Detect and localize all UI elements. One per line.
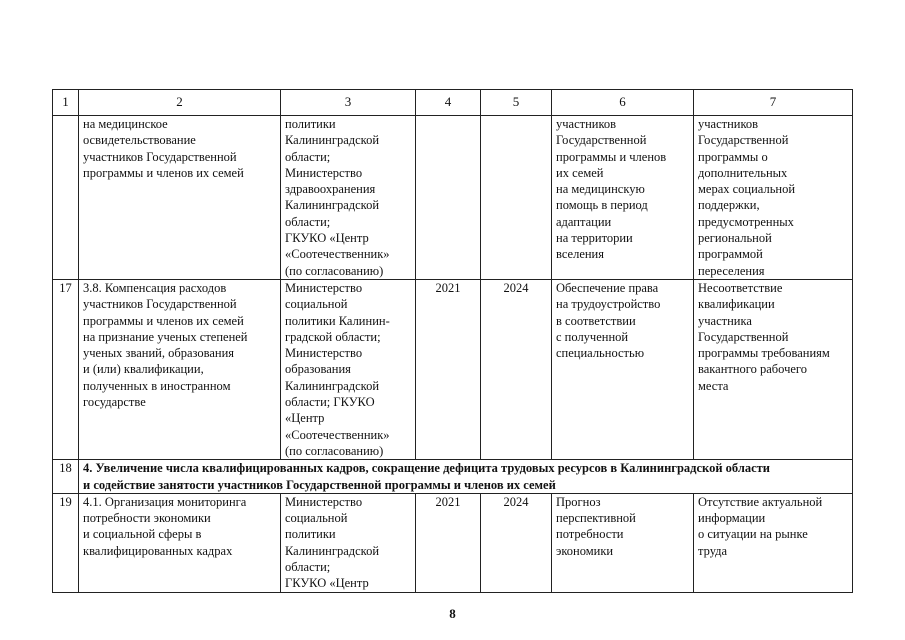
row-number: 19 bbox=[53, 493, 79, 592]
end-year-cell: 2024 bbox=[481, 279, 552, 459]
header-cell: 3 bbox=[281, 90, 416, 116]
risk-cell: Несоответствие квалификации участника Государственной программы требованиям вакантного рабочего места bbox=[694, 279, 853, 459]
table-row bbox=[53, 279, 853, 459]
header-cell: 6 bbox=[552, 90, 694, 116]
result-cell: участников Государственной программы и членов их семей на медицинскую помощь в период адаптации на территории вселения bbox=[552, 116, 694, 280]
row-number: 18 bbox=[53, 460, 79, 494]
end-year-cell: 2024 bbox=[481, 493, 552, 592]
table-row bbox=[53, 116, 853, 280]
table-row bbox=[53, 493, 853, 592]
risk-cell: Отсутствие актуальной информации о ситуации на рынке труда bbox=[694, 493, 853, 592]
header-cell: 7 bbox=[694, 90, 853, 116]
header-cell: 1 bbox=[53, 90, 79, 116]
start-year-cell bbox=[416, 116, 481, 280]
program-measures-table bbox=[52, 89, 853, 593]
start-year-cell: 2021 bbox=[416, 279, 481, 459]
executor-cell: Министерство социальной политики Калининградской области; ГКУКО «Центр bbox=[281, 493, 416, 592]
row-number bbox=[53, 116, 79, 280]
executor-cell: политики Калининградской области; Министерство здравоохранения Калининградской области; ГКУКО «Центр «Соотечественник» (по согласованию) bbox=[281, 116, 416, 280]
activity-cell: на медицинское освидетельствование участников Государственной программы и членов их семей bbox=[79, 116, 281, 280]
risk-cell: участников Государственной программы о дополнительных мерах социальной поддержки, предусмотренных региональной программой переселения bbox=[694, 116, 853, 280]
section-row bbox=[53, 460, 853, 494]
page-number: 8 bbox=[449, 606, 456, 621]
executor-cell: Министерство социальной политики Калинин- градской области; Министерство образования Калининградской области; ГКУКО «Центр «Соотечественник» (по согласованию) bbox=[281, 279, 416, 459]
header-cell: 2 bbox=[79, 90, 281, 116]
result-cell: Прогноз перспективной потребности экономики bbox=[552, 493, 694, 592]
row-number: 17 bbox=[53, 279, 79, 459]
header-cell: 5 bbox=[481, 90, 552, 116]
start-year-cell: 2021 bbox=[416, 493, 481, 592]
activity-cell: 3.8. Компенсация расходов участников Государственной программы и членов их семей на признание ученых степеней ученых званий, образования и (или) квалификации, полученных в иностранном государстве bbox=[79, 279, 281, 459]
end-year-cell bbox=[481, 116, 552, 280]
header-cell: 4 bbox=[416, 90, 481, 116]
header-row bbox=[53, 90, 853, 116]
result-cell: Обеспечение права на трудоустройство в соответствии с полученной специальностью bbox=[552, 279, 694, 459]
activity-cell: 4.1. Организация мониторинга потребности экономики и социальной сферы в квалифицированных кадрах bbox=[79, 493, 281, 592]
section-title: 4. Увеличение числа квалифицированных кадров, сокращение дефицита трудовых ресурсов в Калининградской области и содействие занятости участников Государственной программы и членов их семей bbox=[79, 460, 853, 494]
